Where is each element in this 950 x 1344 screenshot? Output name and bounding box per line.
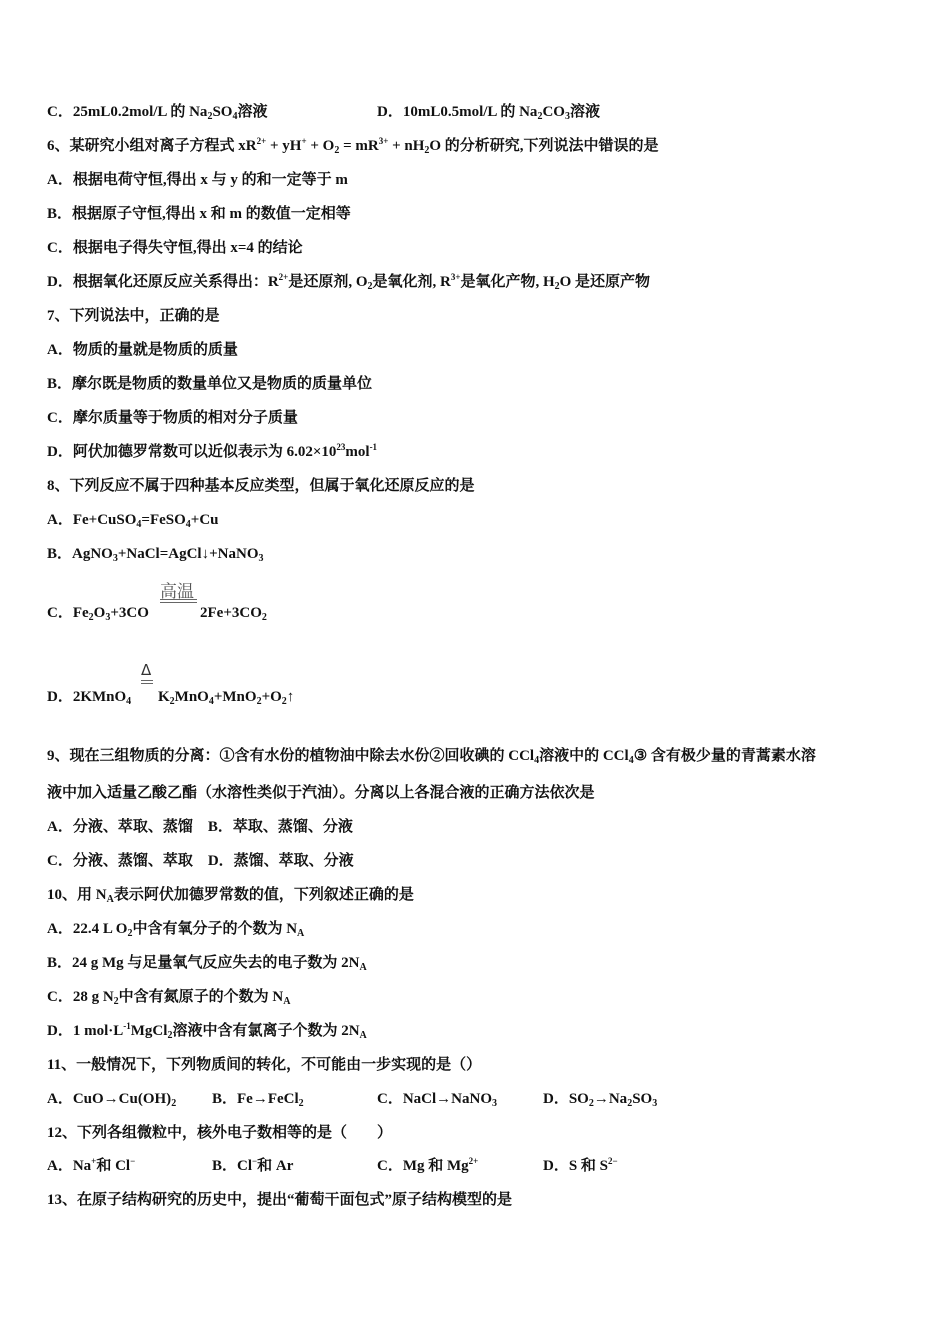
text-line	[47, 746, 816, 766]
text-segment: 7、下列说法中，正确的是	[47, 308, 220, 324]
superscript: -1	[369, 442, 378, 452]
text-line	[200, 603, 267, 623]
text-segment: + O	[306, 138, 335, 154]
subscript: 2	[281, 696, 287, 707]
text-segment: B．24 g Mg 与足量氧气反应失去的电子数为 2N	[47, 955, 360, 971]
subscript: 2	[127, 928, 133, 939]
subscript: 2	[256, 696, 262, 707]
subscript: 2	[588, 1098, 594, 1109]
text-line	[47, 374, 372, 394]
text-segment: K	[158, 689, 170, 705]
superscript: −	[252, 1156, 258, 1166]
text-segment: O 是还原产物	[559, 274, 651, 290]
text-segment: O 的分析研究,下列说法中错误的是	[429, 138, 659, 154]
subscript: A	[359, 962, 367, 973]
text-line	[47, 204, 351, 224]
text-line	[47, 1190, 512, 1210]
text-line	[212, 1089, 304, 1109]
superscript: 3+	[450, 272, 461, 282]
text-segment: B．根据原子守恒,得出 x 和 m 的数值一定相等	[47, 206, 351, 222]
subscript: 4	[126, 696, 132, 707]
text-segment: 12、下列各组微粒中，核外电子数相等的是（ ）	[47, 1125, 393, 1141]
text-segment: 溶液	[569, 104, 600, 120]
text-line	[47, 885, 414, 905]
text-segment: 和 Ar	[257, 1158, 294, 1174]
superscript: 2+	[278, 272, 289, 282]
text-segment: A．根据电荷守恒,得出 x 与 y 的和一定等于 m	[47, 172, 348, 188]
text-segment: A．物质的量就是物质的质量	[47, 342, 238, 358]
text-segment: 中含有氧分子的个数为 N	[132, 921, 298, 937]
text-line	[47, 238, 303, 258]
superscript: 2−	[608, 1156, 618, 1166]
text-segment: C．根据电子得失守恒,得出 x=4 的结论	[47, 240, 303, 256]
subscript: 2	[207, 111, 213, 122]
text-line	[47, 1123, 392, 1143]
superscript: +	[301, 136, 307, 146]
text-segment: 溶液	[237, 104, 268, 120]
text-segment: A．Fe+CuSO	[47, 512, 137, 528]
text-line	[47, 136, 659, 156]
subscript: 4	[136, 519, 142, 530]
text-segment: +O	[261, 689, 282, 705]
text-segment: D．SO	[543, 1091, 589, 1107]
text-line	[47, 1021, 367, 1041]
text-segment: C．摩尔质量等于物质的相对分子质量	[47, 410, 298, 426]
text-segment: = mR	[339, 138, 379, 154]
text-segment: 9、现在三组物质的分离：①含有水份的植物油中除去水份②回收碘的 CCl	[47, 748, 535, 764]
text-segment: C．Fe	[47, 605, 89, 621]
superscript: 2+	[256, 136, 267, 146]
text-segment: C．分液、蒸馏、萃取 D．蒸馏、萃取、分液	[47, 853, 354, 869]
text-line	[47, 306, 220, 326]
text-segment: B．摩尔既是物质的数量单位又是物质的质量单位	[47, 376, 373, 392]
subscript: 2	[627, 1098, 633, 1109]
text-segment: A．22.4 L O	[47, 921, 128, 937]
text-segment: D．2KMnO	[47, 689, 127, 705]
text-line	[377, 1089, 497, 1109]
text-segment: ③ 含有极少量的青蒿素水溶	[633, 748, 816, 764]
subscript: 2	[171, 1098, 177, 1109]
text-segment: →Na	[593, 1091, 628, 1107]
text-line	[47, 817, 353, 837]
text-segment: 2Fe+3CO	[200, 605, 262, 621]
text-segment: 是还原剂, O	[288, 274, 368, 290]
text-line	[47, 1089, 176, 1109]
text-line	[543, 1156, 618, 1176]
subscript: 4	[534, 755, 540, 766]
text-segment: +3CO	[110, 605, 149, 621]
text-line	[158, 687, 294, 707]
text-line	[47, 1156, 135, 1176]
text-line	[47, 170, 348, 190]
superscript: 2+	[468, 1156, 479, 1166]
text-segment: A．CuO→Cu(OH)	[47, 1091, 172, 1107]
subscript: 2	[298, 1098, 304, 1109]
text-segment: MnO	[174, 689, 209, 705]
subscript: 2	[167, 1030, 173, 1041]
text-segment: 是氧化产物, H	[460, 274, 555, 290]
reaction-equals-sign	[160, 599, 197, 603]
text-segment: + nH	[388, 138, 425, 154]
text-segment: =FeSO	[141, 512, 186, 528]
text-segment: 13、在原子结构研究的历史中，提出“葡萄干面包式”原子结构模型的是	[47, 1192, 513, 1208]
text-line	[47, 340, 238, 360]
text-segment: SO	[632, 1091, 653, 1107]
text-segment: 是氧化剂, R	[372, 274, 451, 290]
text-segment: D．阿伏加德罗常数可以近似表示为 6.02×10	[47, 444, 337, 460]
text-line	[47, 510, 219, 530]
text-segment: SO	[212, 104, 233, 120]
subscript: 2	[554, 281, 560, 292]
text-line	[47, 687, 131, 707]
text-line	[543, 1089, 657, 1109]
text-segment: D．1 mol·L	[47, 1023, 124, 1039]
text-segment: B．AgNO	[47, 546, 113, 562]
subscript: 3	[105, 612, 111, 623]
text-line	[47, 953, 367, 973]
text-line	[47, 544, 263, 564]
text-line	[47, 102, 267, 122]
subscript: 2	[367, 281, 373, 292]
text-segment: 6、某研究小组对离子方程式 xR	[47, 138, 257, 154]
superscript: +	[91, 1156, 97, 1166]
text-segment: B．Cl	[212, 1158, 253, 1174]
text-segment: C．NaCl→NaNO	[377, 1091, 492, 1107]
text-segment: A．分液、萃取、蒸馏 B．萃取、蒸馏、分液	[47, 819, 353, 835]
subscript: A	[297, 928, 305, 939]
text-line	[212, 1156, 293, 1176]
text-segment: MgCl	[130, 1023, 168, 1039]
subscript: 3	[112, 553, 118, 564]
subscript: 4	[628, 755, 634, 766]
text-segment: D．根据氧化还原反应关系得出：R	[47, 274, 279, 290]
text-line	[47, 987, 291, 1007]
text-segment: 11、一般情况下，下列物质间的转化，不可能由一步实现的是（）	[47, 1057, 482, 1073]
text-segment: 和 Cl	[96, 1158, 131, 1174]
text-segment: CO	[542, 104, 565, 120]
text-line	[47, 1055, 481, 1075]
subscript: A	[106, 894, 114, 905]
text-line	[47, 603, 149, 623]
text-segment: D．S 和 S	[543, 1158, 609, 1174]
subscript: A	[359, 1030, 367, 1041]
superscript: 3+	[378, 136, 389, 146]
subscript: 3	[258, 553, 264, 564]
superscript: -1	[123, 1021, 131, 1031]
subscript: 2	[537, 111, 543, 122]
text-segment: 表示阿伏加德罗常数的值，下列叙述正确的是	[113, 887, 414, 903]
text-line	[47, 442, 377, 462]
text-segment: A．Na	[47, 1158, 92, 1174]
text-segment: 中含有氮原子的个数为 N	[118, 989, 284, 1005]
text-segment: C．Mg 和 Mg	[377, 1158, 469, 1174]
text-segment: +Cu	[190, 512, 219, 528]
text-line	[377, 1156, 478, 1176]
subscript: 2	[261, 612, 267, 623]
text-line	[47, 919, 304, 939]
subscript: 2	[334, 145, 340, 156]
text-segment: 液中加入适量乙酸乙酯（水溶性类似于汽油）。分离以上各混合液的正确方法依次是	[47, 785, 595, 801]
text-segment: +MnO	[213, 689, 257, 705]
text-segment: C．28 g N	[47, 989, 114, 1005]
subscript: 3	[492, 1098, 497, 1109]
subscript: 2	[424, 145, 430, 156]
text-segment: +NaCl=AgCl↓+NaNO	[117, 546, 259, 562]
superscript: 23	[336, 442, 346, 452]
text-line	[47, 783, 595, 803]
text-segment: mol	[345, 444, 370, 460]
text-segment: C．25mL0.2mol/L 的 Na	[47, 104, 208, 120]
subscript: 2	[169, 696, 175, 707]
subscript: 4	[185, 519, 191, 530]
text-segment: B．Fe→FeCl	[212, 1091, 299, 1107]
text-segment: 8、下列反应不属于四种基本反应类型，但属于氧化还原反应的是	[47, 478, 475, 494]
subscript: 2	[113, 996, 119, 1007]
text-segment: + yH	[266, 138, 302, 154]
text-line	[377, 102, 600, 122]
text-segment: D．10mL0.5mol/L 的 Na	[377, 104, 538, 120]
text-line	[47, 476, 475, 496]
text-segment: 溶液中的 CCl	[539, 748, 629, 764]
text-line	[47, 408, 298, 428]
subscript: 3	[652, 1098, 658, 1109]
text-line	[47, 272, 650, 292]
text-line	[47, 851, 354, 871]
reaction-condition-heat: Δ	[141, 661, 152, 679]
subscript: 3	[564, 111, 570, 122]
superscript: −	[130, 1156, 136, 1166]
reaction-condition-high-temperature: 高温	[160, 582, 194, 602]
text-segment: ↑	[286, 689, 295, 705]
text-segment: O	[93, 605, 106, 621]
subscript: A	[283, 996, 291, 1007]
text-segment: 10、用 N	[47, 887, 107, 903]
text-segment: 溶液中含有氯离子个数为 2N	[172, 1023, 360, 1039]
reaction-equals-sign	[141, 680, 153, 684]
subscript: 2	[88, 612, 94, 623]
subscript: 4	[208, 696, 214, 707]
subscript: 4	[232, 111, 238, 122]
